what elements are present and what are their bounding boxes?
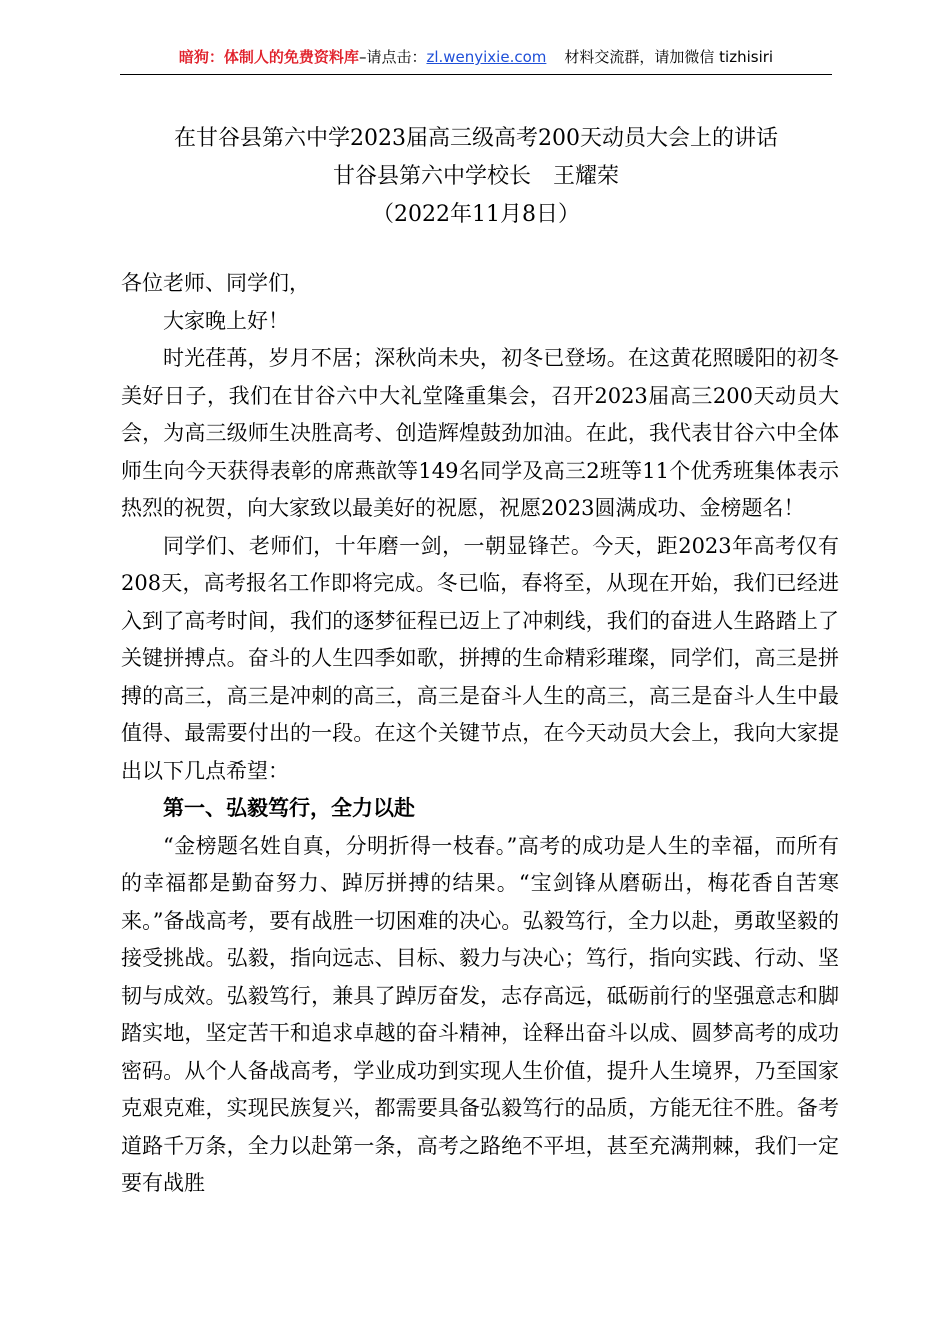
page-header [120,46,832,75]
salutation: 各位老师、同学们， [121,271,310,295]
header-prompt: –请点击： [358,48,427,66]
paragraph-3: “金榜题名姓自真，分明折得一枝春。”高考的成功是人生的幸福，而所有的幸福都是勤奋努力、踔厉拼搏的结果。“宝剑锋从磨砺出，梅花香自苦寒来。”备战高考，要有战胜一切困难的决心。弘毅笃行，全力以赴，勇敢坚毅的接受挑战。弘毅，指向远志、目标、毅力与决心；笃行，指向实践、行动、坚韧与成效。弘毅笃行，兼具了踔厉奋发，志存高远，砥砺前行的坚强意志和脚踏实地，坚定苦干和追求卓越的奋斗精神，诠释出奋斗以成、圆梦高考的成功密码。从个人备战高考，学业成功到实现人生价值，提升人生境界，乃至国家克艰克难，实现民族复兴，都需要具备弘毅笃行的品质，方能无往不胜。备考道路千万条，全力以赴第一条，高考之路绝不平坦，甚至充满荆棘，我们一定要有战胜 [121,833,839,1195]
section-heading-1: 第一、弘毅笃行，全力以赴 [163,796,415,820]
title-block [120,120,832,234]
speech-body [121,265,839,1203]
paragraph-1: 时光荏苒，岁月不居；深秋尚未央，初冬已登场。在这黄花照暖阳的初冬美好日子，我们在甘谷六中大礼堂隆重集会，召开2023届高三200天动员大会，为高三级师生决胜高考、创造辉煌鼓劲加油。在此，我代表甘谷六中全体师生向今天获得表彰的席燕歆等149名同学及高三2班等11个优秀班集体表示热烈的祝贺，向大家致以最美好的祝愿，祝愿2023圆满成功、金榜题名！ [121,346,839,520]
speech-author: 甘谷县第六中学校长 王耀荣 [332,164,619,189]
paragraph-2: 同学们、老师们，十年磨一剑，一朝显锋芒。今天，距2023年高考仅有208天，高考报名工作即将完成。冬已临，春将至，从现在开始，我们已经进入到了高考时间，我们的逐梦征程已迈上了冲刺线，我们的奋进人生路踏上了关键拼搏点。奋斗的人生四季如歌，拼搏的生命精彩璀璨，同学们，高三是拼搏的高三，高三是冲刺的高三，高三是奋斗人生的高三，高三是奋斗人生中最值得、最需要付出的一段。在这个关键节点，在今天动员大会上，我向大家提出以下几点希望： [121,533,839,783]
header-link[interactable]: zl.wenyixie.com [426,48,547,66]
header-brand: 暗狗：体制人的免费资料库 [178,48,359,66]
speech-title: 在甘谷县第六中学2023届高三级高考200天动员大会上的讲话 [174,126,778,151]
header-contact: 材料交流群，请加微信 tizhisiri [564,48,774,66]
speech-date: （2022年11月8日） [372,202,580,227]
greeting: 大家晚上好！ [163,308,289,333]
